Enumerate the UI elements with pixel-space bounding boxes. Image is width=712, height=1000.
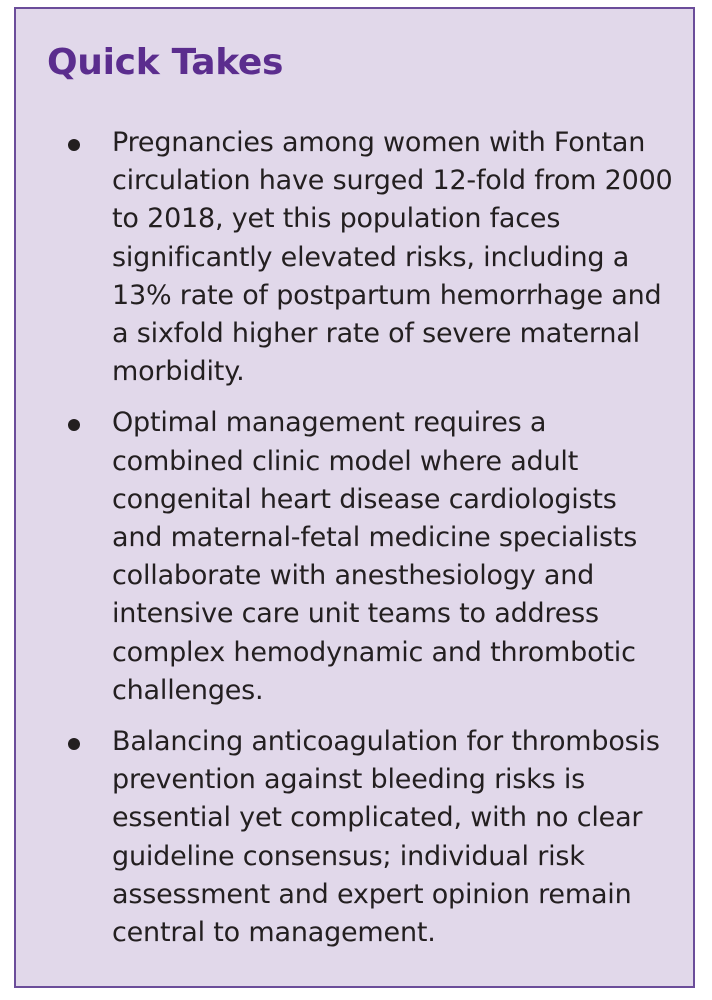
quick-takes-box <box>14 7 695 988</box>
list-item-text: Pregnancies among women with Fontan circulation have surged 12-fold from 2000 to 2018, yet this population faces significantly elevated risks, including a 13% rate of postpartum hemorrhage and a sixfold higher rate of severe maternal morbidity. <box>112 127 673 388</box>
list-item-text: Balancing anticoagulation for thrombosis prevention against bleeding risks is essential yet complicated, with no clear guideline consensus; individual risk assessment and expert opinion remain central to management. <box>112 726 660 949</box>
bullet-icon <box>68 738 80 750</box>
list-item <box>16 124 693 391</box>
list-item <box>16 723 693 952</box>
bullet-icon <box>68 139 80 151</box>
bullet-icon <box>68 419 80 431</box>
list-item <box>16 404 693 710</box>
list-item-text: Optimal management requires a combined clinic model where adult congenital heart disease cardiologists and maternal-fetal medicine specialists collaborate with anesthesiology and intensive care unit teams to address complex hemodynamic and thrombotic challenges. <box>112 407 638 706</box>
box-title: Quick Takes <box>47 42 284 83</box>
bullet-list <box>16 124 693 965</box>
